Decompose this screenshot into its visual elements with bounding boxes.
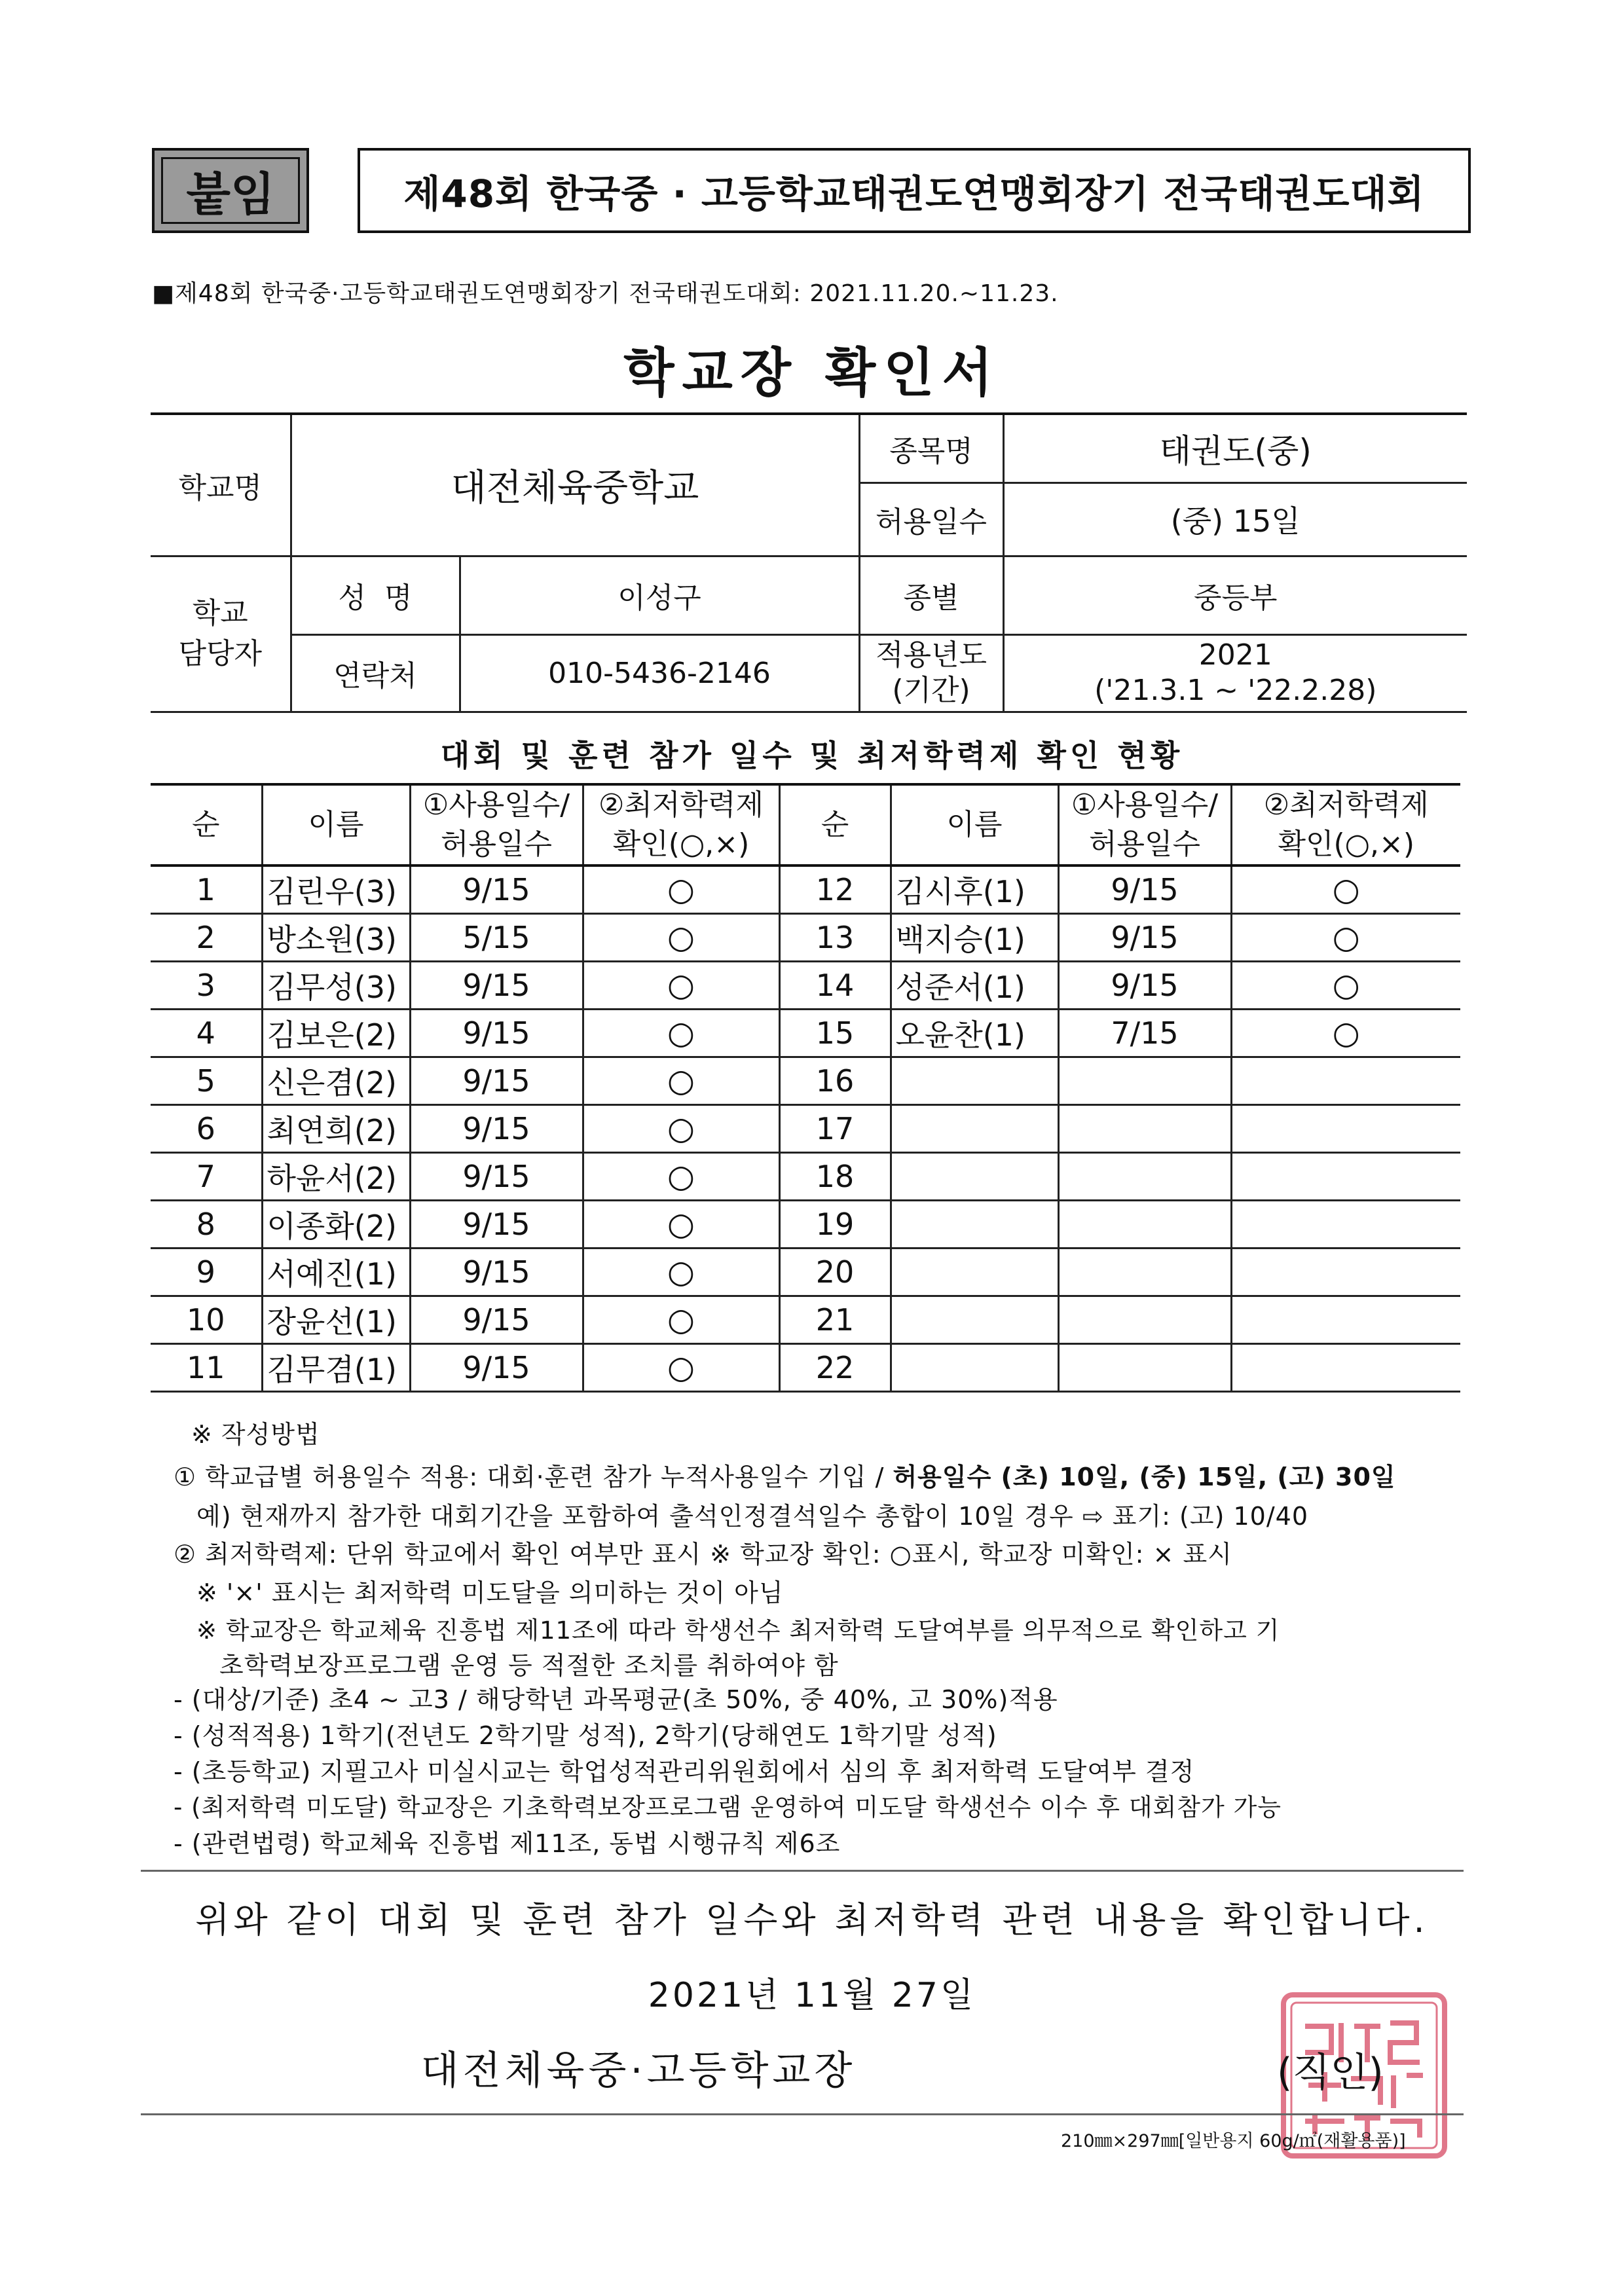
- cell-days: 9/15: [410, 1057, 583, 1104]
- allowed-days-label: 허용일수: [859, 483, 1003, 556]
- header-no: 순: [779, 784, 891, 866]
- contact-label: 연락처: [291, 634, 460, 712]
- cell-check: ○: [583, 961, 779, 1009]
- cell-name: 신은겸(2): [262, 1057, 410, 1104]
- note-2-sub-1: ※ '×' 표시는 최저학력 미도달을 의미하는 것이 아님: [196, 1578, 784, 1607]
- cell-name: [891, 1343, 1058, 1391]
- cell-no: 2: [151, 913, 262, 961]
- cell-no: 6: [151, 1104, 262, 1152]
- table-row: [151, 961, 1460, 1009]
- cell-check: ○: [1231, 961, 1460, 1009]
- cell-name: [891, 1296, 1058, 1343]
- bottom-divider: [141, 2113, 1464, 2115]
- cell-no: 3: [151, 961, 262, 1009]
- cell-no: 18: [779, 1152, 891, 1200]
- cell-days: [1058, 1057, 1231, 1104]
- cell-check: [1231, 1296, 1460, 1343]
- cell-check: ○: [583, 1057, 779, 1104]
- table-row: [151, 1296, 1460, 1343]
- cell-check: [1231, 1248, 1460, 1296]
- table-row: [151, 1248, 1460, 1296]
- cell-name: 김무겸(1): [262, 1343, 410, 1391]
- cell-no: 19: [779, 1200, 891, 1248]
- period: ('21.3.1 ~ '22.2.28): [1094, 674, 1377, 707]
- cell-no: 21: [779, 1296, 891, 1343]
- cell-check: ○: [583, 1343, 779, 1391]
- cell-name: 하윤서(2): [262, 1152, 410, 1200]
- division-value: 중등부: [1003, 556, 1467, 634]
- cell-name: 장윤선(1): [262, 1296, 410, 1343]
- table-row: [151, 866, 1460, 913]
- cell-check: ○: [1231, 1009, 1460, 1057]
- cell-name: 김무성(3): [262, 961, 410, 1009]
- cell-no: 5: [151, 1057, 262, 1104]
- event-info-line: ■제48회 한국중·고등학교태권도연맹회장기 전국태권도대회: 2021.11.20.~11.23.: [152, 280, 1059, 307]
- attachment-text: 붙임: [186, 167, 275, 221]
- table-row: [151, 1104, 1460, 1152]
- note-2: ② 최저학력제: 단위 학교에서 확인 여부만 표시 ※ 학교장 확인: ○표시, 학교장 미확인: × 표시: [174, 1540, 1232, 1569]
- detail-4: - (최저학력 미도달) 학교장은 기초학력보장프로그램 운영하여 미도달 학생선수 이수 후 대회참가 가능: [174, 1793, 1282, 1821]
- detail-5: - (관련법령) 학교체육 진흥법 제11조, 동법 시행규칙 제6조: [174, 1829, 841, 1858]
- school-name: 대전체육중학교: [291, 414, 859, 556]
- cell-days: 9/15: [410, 1248, 583, 1296]
- cell-check: ○: [583, 1152, 779, 1200]
- cell-days: 9/15: [410, 1200, 583, 1248]
- cell-name: 김린우(3): [262, 866, 410, 913]
- table-row: [151, 1343, 1460, 1391]
- cell-name: 김시후(1): [891, 866, 1058, 913]
- detail-3: - (초등학교) 지필고사 미실시교는 학업성적관리위원회에서 심의 후 최저학력 도달여부 결정: [174, 1757, 1195, 1786]
- cell-check: ○: [583, 1296, 779, 1343]
- cell-check: [1231, 1343, 1460, 1391]
- notes-heading: ※ 작성방법: [191, 1420, 320, 1449]
- cell-check: ○: [1231, 866, 1460, 913]
- cell-days: 5/15: [410, 913, 583, 961]
- cell-no: 12: [779, 866, 891, 913]
- event-title: 제48회 한국중 · 고등학교태권도연맹회장기 전국태권도대회: [403, 172, 1425, 216]
- cell-no: 11: [151, 1343, 262, 1391]
- cell-no: 17: [779, 1104, 891, 1152]
- cell-name: 방소원(3): [262, 913, 410, 961]
- header-days: ①사용일수/ 허용일수: [410, 784, 583, 866]
- attachment-label: [152, 148, 309, 233]
- cell-days: [1058, 1343, 1231, 1391]
- paper-spec: 210㎜×297㎜[일반용지 60g/㎡(재활용품)]: [1061, 2131, 1406, 2151]
- school-name-label: 학교명: [151, 414, 291, 556]
- note-1-example: 예) 현재까지 참가한 대회기간을 포함하여 출석인정결석일수 총합이 10일 경우 ⇨ 표기: (고) 10/40: [196, 1502, 1309, 1531]
- cell-name: 성준서(1): [891, 961, 1058, 1009]
- note-1-text: ① 학교급별 허용일수 적용: 대회·훈련 참가 누적사용일수 기입 /: [174, 1463, 893, 1491]
- document-title: 학교장 확인서: [623, 342, 1001, 403]
- detail-1: - (대상/기준) 초4 ~ 고3 / 해당학년 과목평균(초 50%, 중 40%, 고 30%)적용: [174, 1685, 1058, 1714]
- manager-name-label: 성 명: [291, 556, 460, 634]
- cell-days: [1058, 1200, 1231, 1248]
- cell-check: ○: [583, 1200, 779, 1248]
- cell-name: 최연희(2): [262, 1104, 410, 1152]
- cell-name: 서예진(1): [262, 1248, 410, 1296]
- year-label: 적용년도 (기간): [859, 634, 1003, 712]
- cell-name: 이종화(2): [262, 1200, 410, 1248]
- detail-2: - (성적적용) 1학기(전년도 2학기말 성적), 2학기(당해연도 1학기말 성적): [174, 1721, 997, 1750]
- cell-check: ○: [583, 1248, 779, 1296]
- table-row: [151, 913, 1460, 961]
- cell-no: 20: [779, 1248, 891, 1296]
- header-no: 순: [151, 784, 262, 866]
- sport-value: 태권도(중): [1003, 414, 1467, 483]
- header-days: ①사용일수/ 허용일수: [1058, 784, 1231, 866]
- header-name: 이름: [262, 784, 410, 866]
- principal-title: 대전체육중·고등학교장: [420, 2048, 857, 2094]
- cell-days: [1058, 1248, 1231, 1296]
- manager-name: 이성구: [460, 556, 859, 634]
- manager-label: 학교 담당자: [151, 556, 291, 712]
- cell-days: 9/15: [410, 1009, 583, 1057]
- cell-days: 7/15: [1058, 1009, 1231, 1057]
- cell-no: 22: [779, 1343, 891, 1391]
- cell-check: ○: [583, 913, 779, 961]
- allowed-days-value: (중) 15일: [1003, 483, 1467, 556]
- cell-check: ○: [1231, 913, 1460, 961]
- cell-check: ○: [583, 1104, 779, 1152]
- cell-days: [1058, 1104, 1231, 1152]
- table-row: [151, 1009, 1460, 1057]
- cell-check: ○: [583, 1009, 779, 1057]
- note-1-bold: 허용일수 (초) 10일, (중) 15일, (고) 30일: [893, 1463, 1396, 1491]
- division-label: 종별: [859, 556, 1003, 634]
- cell-no: 4: [151, 1009, 262, 1057]
- cell-no: 10: [151, 1296, 262, 1343]
- cell-no: 8: [151, 1200, 262, 1248]
- cell-name: 김보은(2): [262, 1009, 410, 1057]
- year: 2021: [1198, 638, 1272, 672]
- cell-check: [1231, 1057, 1460, 1104]
- date: 2021년 11월 27일: [648, 1976, 976, 2015]
- cell-no: 1: [151, 866, 262, 913]
- cell-days: 9/15: [410, 866, 583, 913]
- header-check: ②최저학력제 확인(○,×): [583, 784, 779, 866]
- cell-days: 9/15: [410, 961, 583, 1009]
- note-2-sub-2a: ※ 학교장은 학교체육 진흥법 제11조에 따라 학생선수 최저학력 도달여부를 의무적으로 확인하고 기: [196, 1616, 1280, 1645]
- cell-days: 9/15: [410, 1152, 583, 1200]
- cell-name: 백지승(1): [891, 913, 1058, 961]
- contact-value: 010-5436-2146: [460, 634, 859, 712]
- seal-label: (직인): [1277, 2050, 1384, 2096]
- cell-days: 9/15: [1058, 866, 1231, 913]
- cell-name: [891, 1057, 1058, 1104]
- table-row: [151, 1200, 1460, 1248]
- cell-no: 16: [779, 1057, 891, 1104]
- note-2-sub-2b: 초학력보장프로그램 운영 등 적절한 조치를 취하여야 함: [219, 1651, 839, 1680]
- cell-name: [891, 1248, 1058, 1296]
- note-1: [174, 1457, 1396, 1493]
- cell-no: 13: [779, 913, 891, 961]
- cell-check: ○: [583, 866, 779, 913]
- cell-days: 9/15: [410, 1343, 583, 1391]
- header-name: 이름: [891, 784, 1058, 866]
- cell-days: [1058, 1296, 1231, 1343]
- cell-check: [1231, 1200, 1460, 1248]
- status-heading: 대회 및 훈련 참가 일수 및 최저학력제 확인 현황: [440, 738, 1184, 773]
- confirmation-text: 위와 같이 대회 및 훈련 참가 일수와 최저학력 관련 내용을 확인합니다.: [195, 1899, 1429, 1941]
- cell-check: [1231, 1104, 1460, 1152]
- header-check: ②최저학력제 확인(○,×): [1231, 784, 1460, 866]
- cell-days: 9/15: [1058, 913, 1231, 961]
- cell-name: 오윤찬(1): [891, 1009, 1058, 1057]
- divider: [141, 1870, 1464, 1872]
- cell-name: [891, 1152, 1058, 1200]
- cell-days: 9/15: [410, 1104, 583, 1152]
- school-info-table: [151, 412, 1467, 713]
- cell-name: [891, 1104, 1058, 1152]
- table-row: [151, 1152, 1460, 1200]
- table-row: [151, 1057, 1460, 1104]
- sport-label: 종목명: [859, 414, 1003, 483]
- year-value: [1003, 634, 1467, 712]
- cell-no: 14: [779, 961, 891, 1009]
- cell-check: [1231, 1152, 1460, 1200]
- cell-no: 15: [779, 1009, 891, 1057]
- cell-no: 9: [151, 1248, 262, 1296]
- cell-name: [891, 1200, 1058, 1248]
- students-table: [151, 783, 1460, 1393]
- cell-no: 7: [151, 1152, 262, 1200]
- cell-days: 9/15: [1058, 961, 1231, 1009]
- event-title-box: [358, 148, 1471, 233]
- cell-days: 9/15: [410, 1296, 583, 1343]
- cell-days: [1058, 1152, 1231, 1200]
